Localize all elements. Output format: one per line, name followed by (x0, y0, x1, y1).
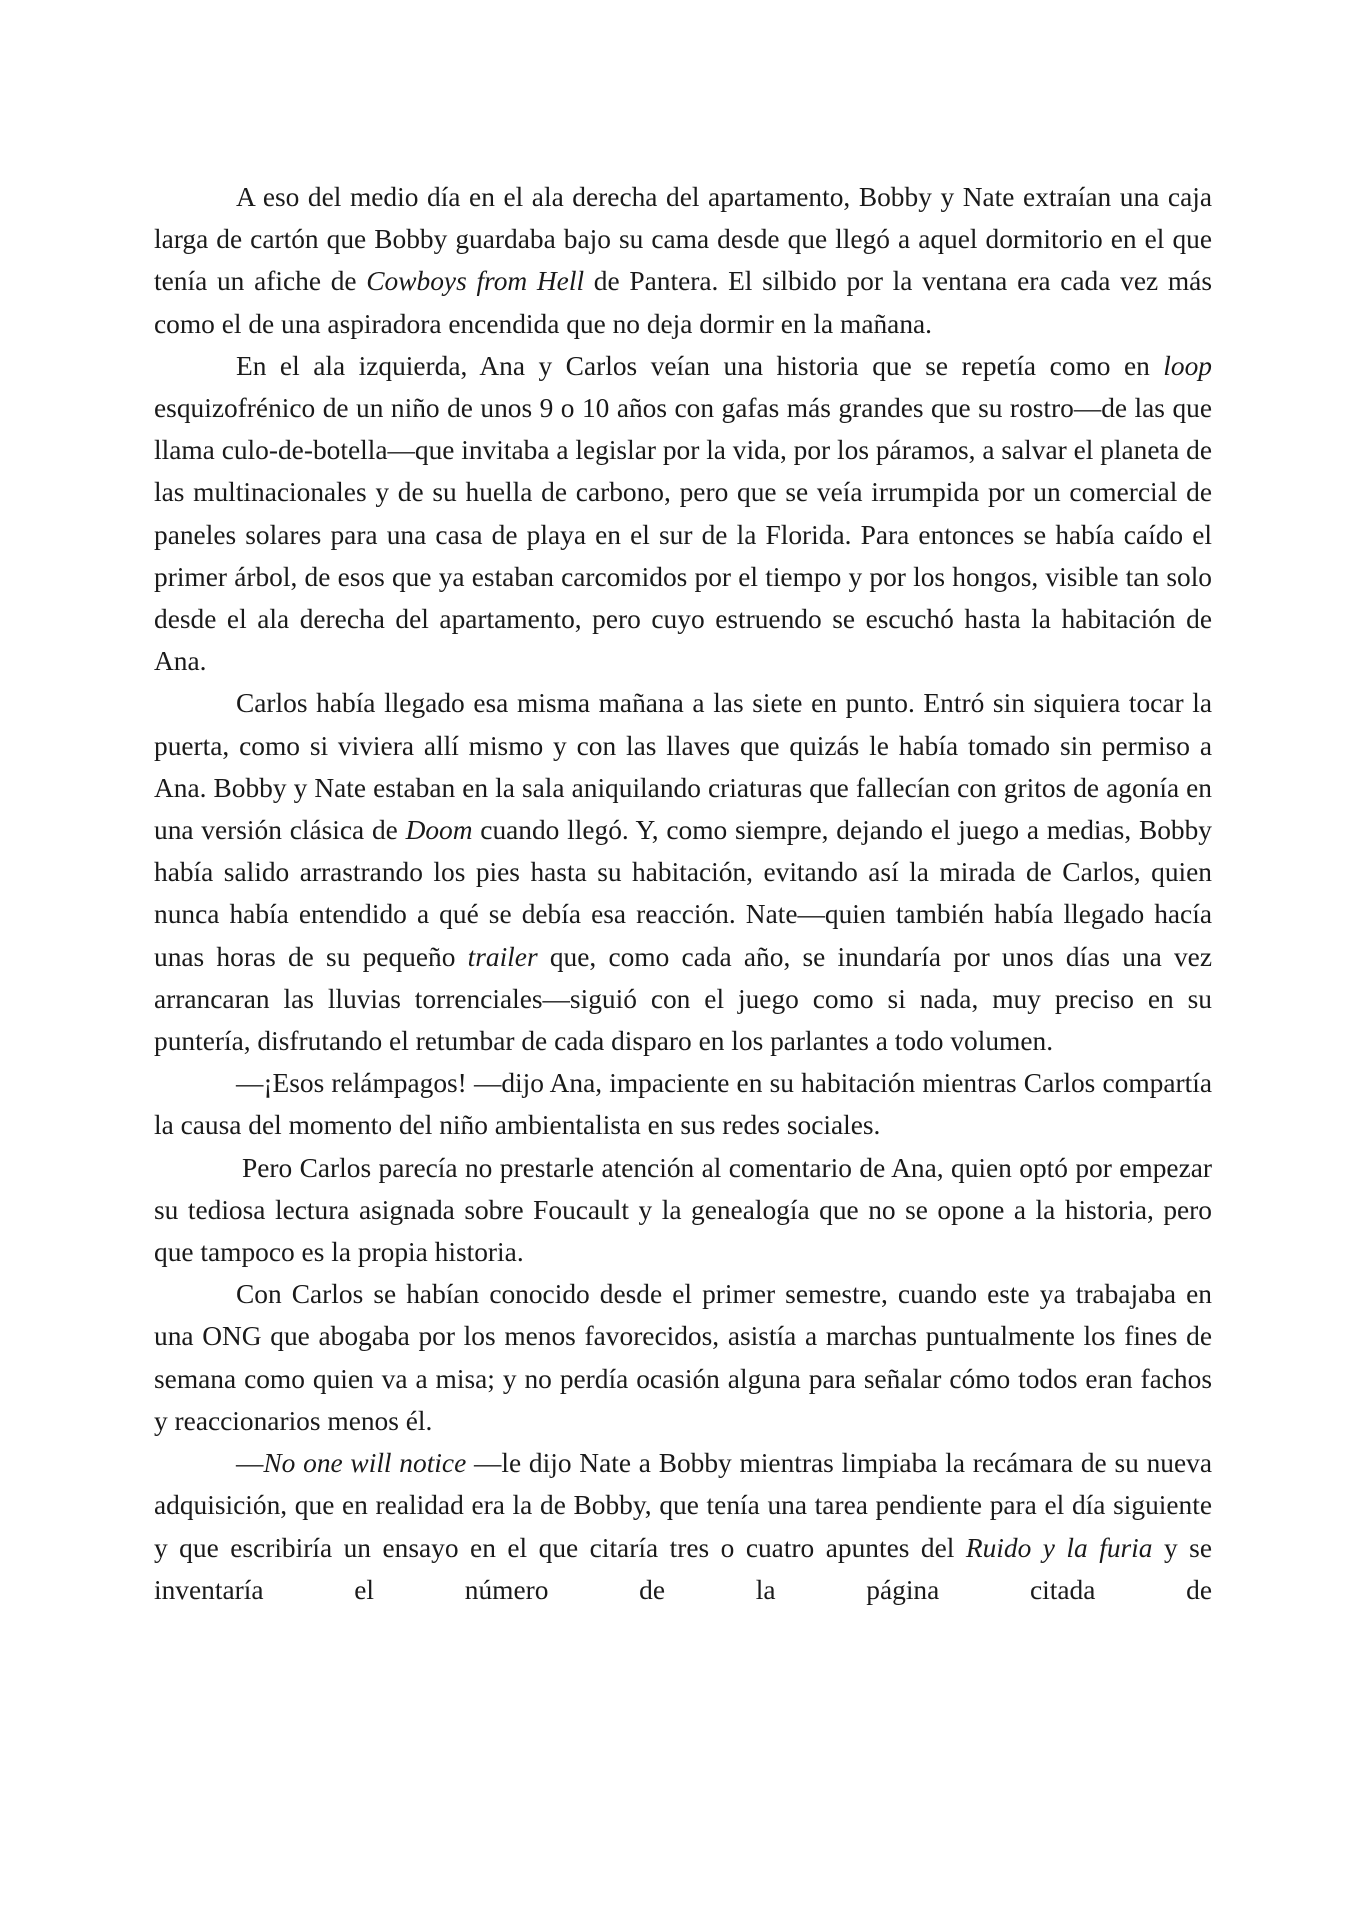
text-segment: Carlos había llegado esa misma mañana a las siete en punto. Entró sin siquiera tocar la puerta, como si viviera allí mismo y con las llaves que quizás le había tomado sin permiso a Ana. Bobby y Nate estaban en la sala aniquilando criaturas que fallecían con gritos de agonía en una versión clásica de (154, 688, 1212, 846)
text-segment: Pero Carlos parecía no prestarle atención al comentario de Ana, quien optó por empezar su tediosa lectura asignada sobre Foucault y la genealogía que no se opone a la historia, pero que tampoco es la propia historia. (154, 1152, 1212, 1268)
text-segment: A eso del medio día en el ala derecha del apartamento, Bobby y Nate extraían una caja larga de cartón que Bobby guardaba bajo su cama desde que llegó a aquel dormitorio en el que tenía un afiche de (154, 182, 1212, 297)
text-segment: cuando llegó. Y, como siempre, dejando el juego a medias, Bobby había salido arrastrando los pies hasta su habitación, evitando así la mirada de Carlos, quien nunca había entendido a qué se debía esa reacción. Nate—quien también había llegado hacía unas horas de su pequeño (154, 815, 1212, 972)
text-segment: En el ala izquierda, Ana y Carlos veían una historia que se repetía como en (236, 350, 1164, 381)
paragraph-2 (154, 345, 1212, 683)
paragraph-6 (154, 1273, 1212, 1442)
paragraph-3 (154, 682, 1212, 1062)
text-segment: —le dijo Nate a Bobby mientras limpiaba la recámara de su nueva adquisición, que en realidad era la de Bobby, que tenía una tarea pendiente para el día siguiente y que escribiría un ensayo en el que citaría tres o cuatro apuntes del (154, 1448, 1212, 1563)
italic-phrase: No one will notice (263, 1448, 467, 1479)
italic-title: Cowboys from Hell (366, 266, 585, 297)
paragraph-1 (154, 176, 1212, 345)
paragraph-7 (154, 1442, 1212, 1611)
text-segment: que, como cada año, se inundaría por unos días una vez arrancaran las lluvias torrenciales—siguió con el juego como si nada, muy preciso en su puntería, disfrutando el retumbar de cada disparo en los parlantes a todo volumen. (154, 941, 1212, 1057)
text-segment: y se inventaría el número de la página citada de (154, 1532, 1212, 1605)
italic-word: trailer (467, 941, 538, 972)
text-segment: esquizofrénico de un niño de unos 9 o 10 años con gafas más grandes que su rostro—de las que llama culo-de-botella—que invitaba a legislar por la vida, por los páramos, a salvar el planeta de las multinacionales y de su huella de carbono, pero que se veía irrumpida por un comercial de paneles solares para una casa de playa en el sur de la Florida. Para entonces se había caído el primer árbol, de esos que ya estaban carcomidos por el tiempo y por los hongos, visible tan solo desde el ala derecha del apartamento, pero cuyo estruendo se escuchó hasta la habitación de Ana. (154, 393, 1212, 677)
text-segment: de Pantera. El silbido por la ventana era cada vez más como el de una aspiradora encendida que no deja dormir en la mañana. (154, 266, 1212, 339)
italic-title: Ruido y la furia (965, 1532, 1153, 1563)
text-segment: —¡Esos relámpagos! —dijo Ana, impaciente en su habitación mientras Carlos compartía la causa del momento del niño ambientalista en sus redes sociales. (154, 1068, 1212, 1141)
italic-word: loop (1163, 350, 1212, 381)
text-segment: Con Carlos se habían conocido desde el primer semestre, cuando este ya trabajaba en una ONG que abogaba por los menos favorecidos, asistía a marchas puntualmente los fines de semana como quien va a misa; y no perdía ocasión alguna para señalar cómo todos eran fachos y reaccionarios menos él. (154, 1279, 1212, 1436)
paragraph-4 (154, 1062, 1212, 1146)
italic-title: Doom (405, 815, 473, 846)
paragraph-5 (154, 1147, 1212, 1274)
text-segment: — (236, 1448, 264, 1479)
document-page (154, 176, 1212, 1611)
